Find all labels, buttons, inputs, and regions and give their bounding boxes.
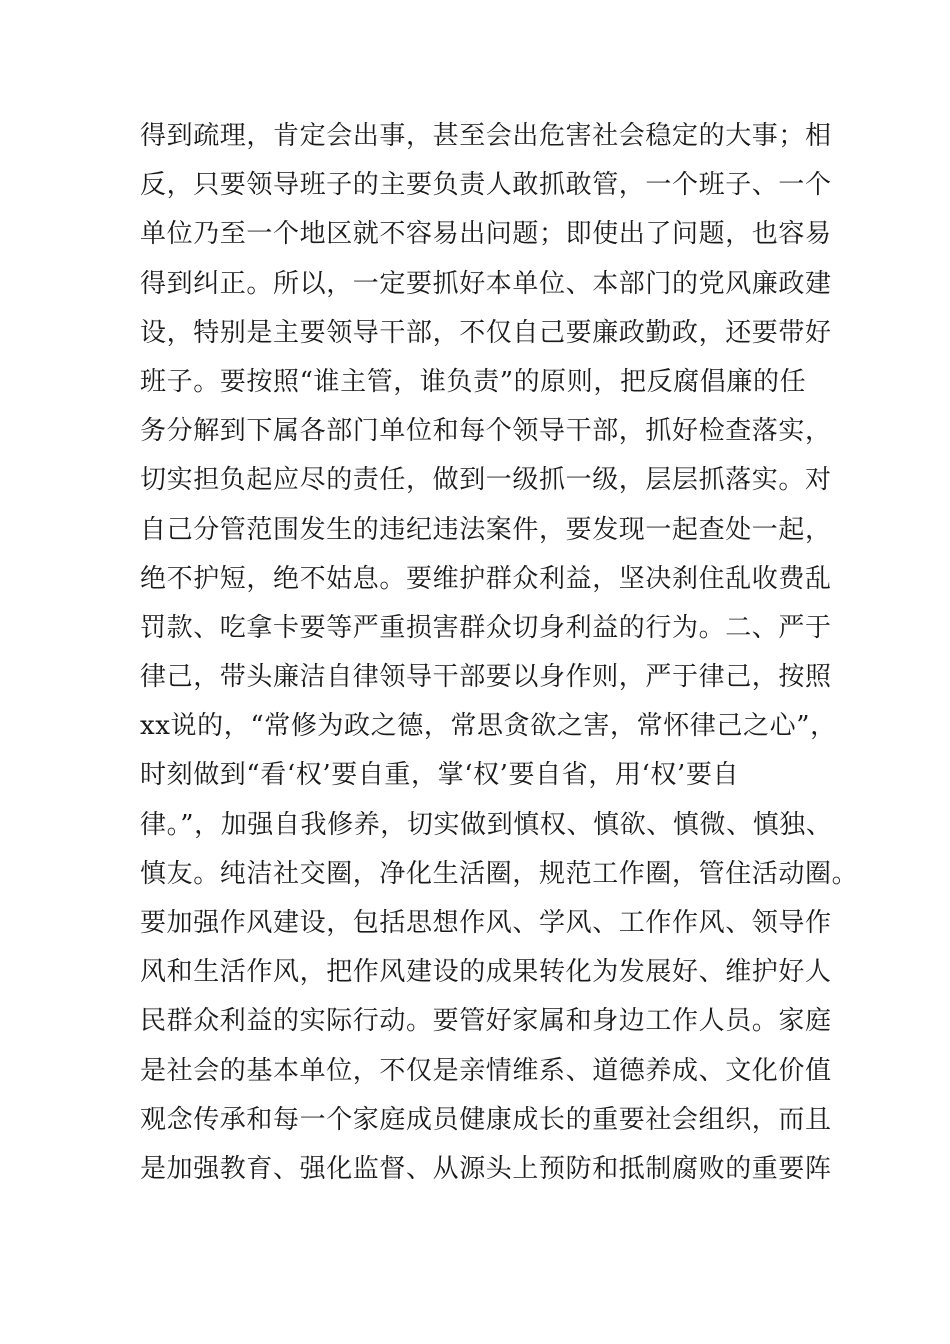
text-line: 民群众利益的实际行动。要管好家属和身边工作人员。家庭 [140,1006,832,1037]
text-line: 自己分管范围发生的违纪违法案件，要发现一起查处一起， [140,514,832,545]
text-line: 律己，带头廉洁自律领导干部要以身作则，严于律己，按照 [140,662,832,693]
text-line: 单位乃至一个地区就不容易出问题；即使出了问题，也容易 [140,219,832,250]
text-line: 律。”，加强自我修养，切实做到慎权、慎欲、慎微、慎独、 [140,809,833,840]
text-line: 罚款、吃拿卡要等严重损害群众切身利益的行为。二、严于 [140,612,832,643]
text-line: 反，只要领导班子的主要负责人敢抓敢管，一个班子、一个 [140,170,832,201]
text-line: 风和生活作风，把作风建设的成果转化为发展好、维护好人 [140,957,832,988]
text-line: 切实担负起应尽的责任，做到一级抓一级，层层抓落实。对 [140,465,832,496]
text-line: 慎友。纯洁社交圈，净化生活圈，规范工作圈，管住活动圈。 [140,858,859,889]
text-line: 绝不护短，绝不姑息。要维护群众利益，坚决刹住乱收费乱 [140,563,832,594]
text-line: 是加强教育、强化监督、从源头上预防和抵制腐败的重要阵 [140,1153,832,1184]
text-line: 设，特别是主要领导干部，不仅自己要廉政勤政，还要带好 [140,317,832,348]
text-line: 时刻做到“看‘权’要自重，掌‘权’要自省，用‘权’要自 [140,760,740,791]
text-line: 得到疏理，肯定会出事，甚至会出危害社会稳定的大事；相 [140,121,832,151]
text-line: 观念传承和每一个家庭成员健康成长的重要社会组织，而且 [140,1104,832,1135]
text-line: 务分解到下属各部门单位和每个领导干部，抓好检查落实， [140,416,832,447]
text-line: xx说的，“常修为政之德，常思贪欲之害，常怀律己之心”， [140,711,837,742]
text-line: 要加强作风建设，包括思想作风、学风、工作作风、领导作 [140,908,832,938]
text-line: 班子。要按照“谁主管，谁负责”的原则，把反腐倡廉的任 [140,366,807,397]
text-line: 是社会的基本单位，不仅是亲情维系、道德养成、文化价值 [140,1055,832,1086]
body-text [140,112,859,1194]
text-line: 得到纠正。所以，一定要抓好本单位、本部门的党风廉政建 [140,268,832,299]
